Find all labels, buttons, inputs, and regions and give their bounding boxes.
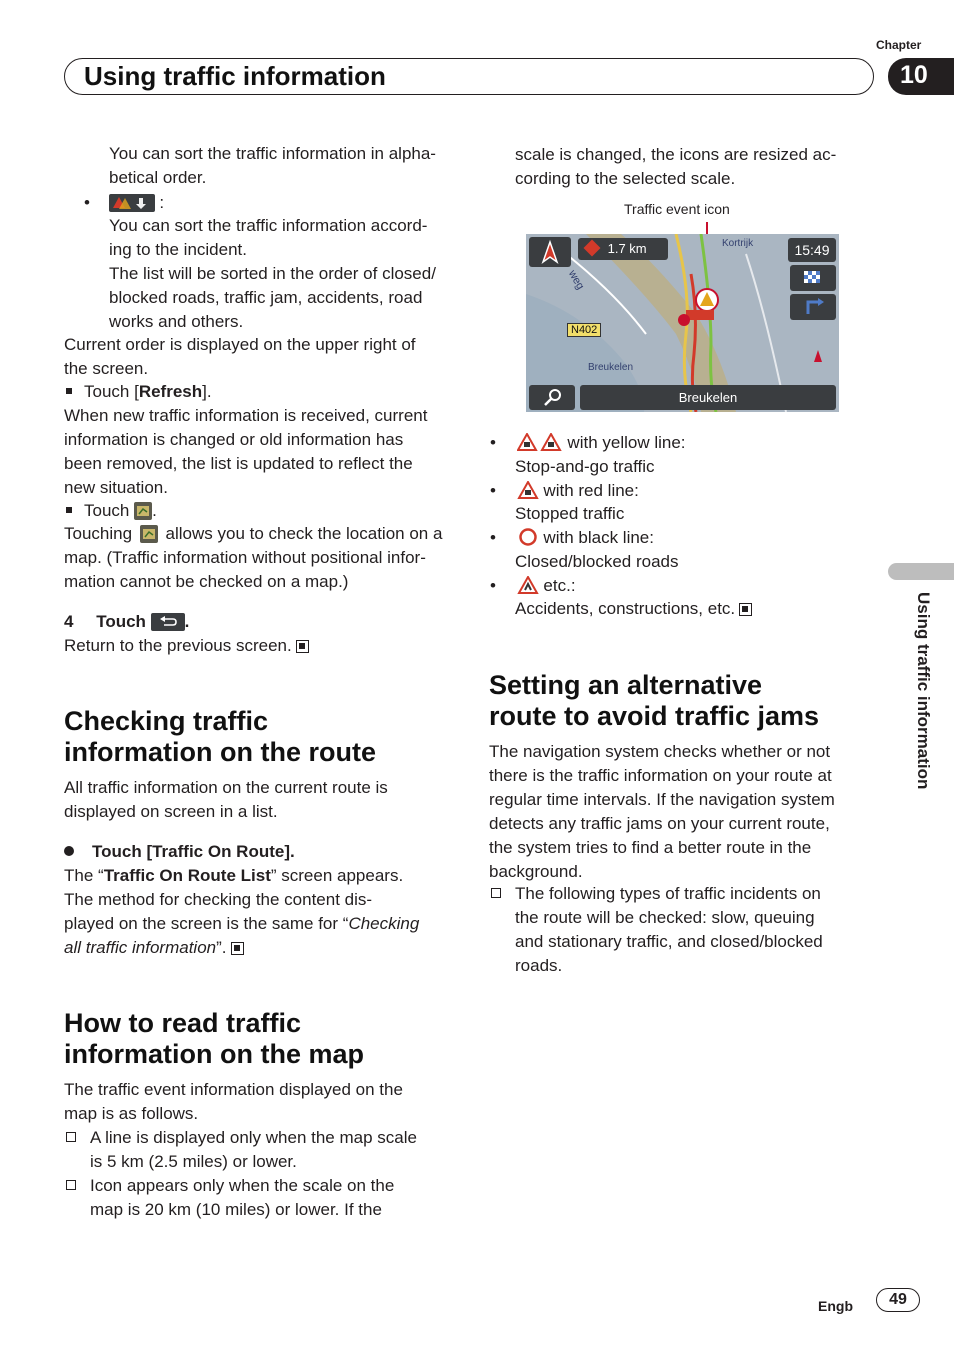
- step-number: 4: [64, 612, 74, 631]
- text-line: betical order.: [109, 168, 207, 187]
- page-number-badge: [876, 1288, 920, 1312]
- bullet-dot: •: [490, 433, 496, 452]
- heading-line: route to avoid traffic jams: [489, 701, 820, 731]
- legend-stop-and-go-desc: Stop-and-go traffic: [515, 457, 655, 476]
- text-line: map. (Traffic information without positional infor-: [64, 548, 426, 567]
- chapter-number: 10: [900, 61, 928, 89]
- back-icon: [151, 613, 185, 631]
- section-how-to-read-title: [64, 1008, 364, 1070]
- text-line: scale is changed, the icons are resized ac-: [515, 145, 837, 164]
- chapter-label: Chapter: [876, 38, 922, 52]
- current-order-para: [64, 333, 416, 381]
- refresh-label: Refresh: [138, 382, 203, 401]
- text-line: map is 20 km (10 miles) or lower. If the: [90, 1200, 382, 1219]
- text-line: regular time intervals. If the navigation system: [489, 790, 835, 809]
- text-line: ing to the incident.: [109, 240, 247, 259]
- bullet-dot: •: [490, 528, 496, 547]
- map-caption: Traffic event icon: [624, 201, 730, 217]
- distance-value: 1.7 km: [607, 241, 647, 256]
- text-line: background.: [489, 862, 583, 881]
- text-span: ”.: [216, 938, 227, 957]
- page-number: 49: [889, 1291, 907, 1308]
- town-label: Breukelen: [588, 362, 634, 373]
- text-line: Icon appears only when the scale on the: [90, 1176, 395, 1195]
- page-header-title: Using traffic information: [84, 61, 386, 91]
- legend-closed-desc: Closed/blocked roads: [515, 552, 679, 571]
- touching-map-desc: [64, 522, 442, 594]
- square-bullet: [66, 507, 72, 513]
- text-span: with yellow line:: [567, 433, 686, 452]
- text-line: detects any traffic jams on your current route,: [489, 814, 830, 833]
- touch-refresh-step: [66, 380, 212, 404]
- road-label: N402: [567, 323, 601, 337]
- bullet-dot: •: [490, 481, 496, 500]
- text-line: there is the traffic information on your route at: [489, 766, 832, 785]
- round-bullet: [64, 846, 74, 856]
- section-checking-title: [64, 706, 376, 768]
- legend-closed: [490, 526, 654, 553]
- right-para-1: [515, 143, 836, 191]
- legend-accidents-desc: [515, 597, 752, 621]
- touch-map-step: [66, 499, 157, 523]
- text-line: The following types of traffic incidents on: [515, 884, 821, 903]
- current-street-bar: Breukelen: [580, 385, 836, 410]
- text-line: blocked roads, traffic jam, accidents, road: [109, 288, 423, 307]
- zoom-button[interactable]: [529, 385, 575, 410]
- square-bullet: [66, 388, 72, 394]
- step-4-desc: [64, 634, 309, 658]
- destination-flag-button[interactable]: [790, 265, 836, 291]
- text-line: All traffic information on the current route is: [64, 778, 388, 797]
- text-span: .: [152, 501, 157, 520]
- end-of-section-icon: [231, 942, 244, 955]
- text-line: the route will be checked: slow, queuing: [515, 908, 815, 927]
- text-line: The method for checking the content dis-: [64, 890, 373, 909]
- screen-name: Traffic On Route List: [103, 866, 271, 885]
- note-box-icon: [491, 888, 501, 898]
- text-line: You can sort the traffic information in alpha-: [109, 144, 436, 163]
- heading-line: How to read traffic: [64, 1008, 302, 1038]
- text-line: the system tries to find a better route in the: [489, 838, 812, 857]
- text-span: with red line:: [543, 481, 639, 500]
- map-screenshot: [526, 234, 839, 412]
- section-alternative-route-body: [489, 740, 835, 884]
- footer-lang: Engb: [818, 1298, 853, 1314]
- text-span: Touch: [84, 501, 130, 520]
- text-span: Accidents, constructions, etc.: [515, 599, 736, 618]
- map-view-icon: [134, 502, 152, 520]
- text-span: allows you to check the location on a: [165, 524, 443, 543]
- text-span: The “: [64, 866, 104, 885]
- text-italic: Checking: [348, 914, 420, 933]
- map-view-icon: [140, 525, 158, 543]
- sort-incident-desc: [109, 214, 436, 334]
- text-span: Touch [: [84, 382, 139, 401]
- text-line: roads.: [515, 956, 563, 975]
- text-line: new situation.: [64, 478, 168, 497]
- heading-line: Checking traffic: [64, 706, 269, 736]
- text-italic: all traffic information: [64, 938, 217, 957]
- traffic-on-route-step: [64, 840, 295, 864]
- text-line: The navigation system checks whether or not: [489, 742, 831, 761]
- note-box-icon: [66, 1132, 76, 1142]
- note-incident-types: [489, 882, 823, 978]
- text-line: You can sort the traffic information accord-: [109, 216, 428, 235]
- end-of-section-icon: [739, 603, 752, 616]
- step-4: [64, 610, 189, 634]
- section-alternative-route-title: [489, 670, 819, 732]
- end-of-section-icon: [296, 640, 309, 653]
- bullet-dot: •: [490, 576, 496, 595]
- text-colon: :: [159, 193, 165, 212]
- text-line: When new traffic information is received, current: [64, 406, 428, 425]
- text-line: cording to the selected scale.: [515, 169, 736, 188]
- distance-panel: [578, 238, 668, 260]
- text-span: ].: [202, 382, 212, 401]
- text-line: the screen.: [64, 359, 149, 378]
- text-line: Current order is displayed on the upper right of: [64, 335, 416, 354]
- text-line: and stationary traffic, and closed/blocked: [515, 932, 823, 951]
- legend-stopped-desc: Stopped traffic: [515, 504, 625, 523]
- step-label: Touch [Traffic On Route].: [92, 842, 295, 861]
- bullet-dot: •: [84, 193, 90, 212]
- text-line: The traffic event information displayed on the: [64, 1080, 403, 1099]
- text-line: The list will be sorted in the order of closed/: [109, 264, 436, 283]
- clock-panel: 15:49: [788, 238, 836, 262]
- route-option-button[interactable]: [790, 294, 836, 320]
- note-box-icon: [66, 1180, 76, 1190]
- step-label: Touch: [96, 612, 146, 631]
- note-icon-scale: [64, 1174, 394, 1222]
- text-span: played on the screen is the same for “: [64, 914, 349, 933]
- text-line: information is changed or old information has: [64, 430, 404, 449]
- heading-line: Setting an alternative: [489, 670, 763, 700]
- chapter-number-badge: [888, 58, 954, 95]
- text-line: been removed, the list is updated to reflect the: [64, 454, 413, 473]
- section-how-to-read-intro: [64, 1078, 403, 1126]
- left-para-1: [109, 142, 436, 190]
- text-line: A line is displayed only when the map scale: [90, 1128, 417, 1147]
- note-line-scale: [64, 1126, 417, 1174]
- text-line: map is as follows.: [64, 1104, 199, 1123]
- side-tab-marker: [888, 563, 954, 580]
- side-tab-label: Using traffic information: [914, 592, 933, 790]
- text-span: Touching: [64, 524, 133, 543]
- text-span: with black line:: [543, 528, 654, 547]
- section-checking-intro: [64, 776, 388, 824]
- text-span: etc.:: [543, 576, 576, 595]
- text-line: mation cannot be checked on a map.): [64, 572, 349, 591]
- map-place-top: Kortrijk: [722, 238, 754, 249]
- map-side-text: weg: [565, 268, 587, 292]
- sort-incident-bullet: [84, 191, 164, 215]
- heading-line: information on the route: [64, 737, 376, 767]
- text-line: is 5 km (2.5 miles) or lower.: [90, 1152, 297, 1171]
- text-span: Return to the previous screen.: [64, 636, 292, 655]
- traffic-on-route-desc: [64, 864, 419, 960]
- text-line: works and others.: [109, 312, 244, 331]
- text-span: ” screen appears.: [270, 866, 404, 885]
- turn-icon: [584, 240, 601, 257]
- text-line: displayed on screen in a list.: [64, 802, 278, 821]
- refresh-desc: [64, 404, 427, 500]
- text-span: .: [184, 612, 190, 631]
- legend-stop-and-go: [490, 431, 686, 458]
- sort-incident-button-icon: [109, 194, 155, 212]
- heading-line: information on the map: [64, 1039, 364, 1069]
- compass-button[interactable]: [529, 237, 571, 267]
